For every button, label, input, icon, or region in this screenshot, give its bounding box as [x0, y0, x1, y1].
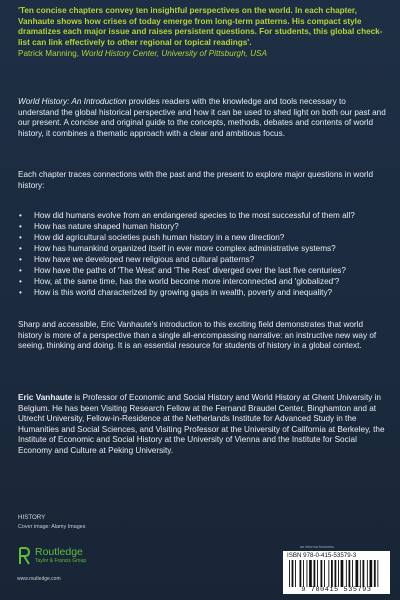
category-label: HISTORY [18, 514, 46, 521]
publisher-name: Routledge [35, 546, 83, 558]
book-title: World History: An Introduction [18, 97, 127, 106]
description-paragraph-2: Each chapter traces connections with the past and the present to explore major questions in world history: [18, 170, 373, 190]
routledge-logo-icon [17, 546, 31, 566]
list-item: • How has humankind organized itself in ever more complex administrative systems? [18, 244, 386, 255]
description-paragraph-1 [18, 97, 386, 139]
endorsement-quote [18, 6, 386, 60]
publisher-url: www.routledge.com [17, 576, 61, 582]
questions-list [18, 211, 386, 299]
quote-attribution [18, 49, 386, 60]
list-item: • How did humans evolve from an endangered species to the most successful of them all? [18, 211, 386, 222]
list-item: • How has nature shaped human history? [18, 222, 386, 233]
cover-credit: Cover image: Alamy Images [18, 524, 86, 530]
author-bio-text: is Professor of Economic and Social History and World History at Ghent University in Belgium. He has been Visiting Research Fellow at the Fernand Braudel Center, Binghamton and at Utrecht University, Fellow-in-Residence at the Netherlands Institute for Advanced Study in the Humanities and Social Sciences, and Visiting Professor at the University of California at Berkeley, the Institute of Economic and Social History at the University of Vienna and the Institute for Social Economy and Culture at Peking University. [18, 393, 385, 455]
description-paragraph-3: Sharp and accessible, Eric Vanhaute's introduction to this exciting field demonstrates that world history is more of a perspective than a single all-encompassing narrative: an instructive new way of seeing, thinking and doing. It is an essential resource for students of history in a global context. [18, 320, 377, 351]
author-bio [18, 393, 386, 457]
author-name: Eric Vanhaute [18, 393, 73, 402]
isbn-barcode-box [283, 551, 390, 594]
informa-label: an informa business [300, 545, 334, 549]
publisher-subtitle: Taylor & Francis Group [35, 558, 87, 564]
barcode-number: 9 780415 535793 [301, 586, 372, 594]
barcode-icon [287, 560, 386, 587]
isbn-label: ISBN 978-0-415-53579-3 [287, 552, 357, 559]
quote-text: 'Ten concise chapters convey ten insightful perspectives on the world. In each chapter, Vanhaute shows how crises of today emerge from long-term patterns. His compact style dramatizes each major issue and raises persistent questions. For students, this global check-list can link effectively to other regional or topical readings'. [18, 6, 383, 47]
list-item: • How have we developed new religious and cultural patterns? [18, 255, 386, 266]
list-item: • How, at the same time, has the world become more interconnected and 'globalized'? [18, 277, 386, 288]
list-item: • How is this world characterized by growing gaps in wealth, poverty and inequality? [18, 288, 386, 299]
list-item: • How did agricultural societies push human history in a new direction? [18, 233, 386, 244]
list-item: • How have the paths of 'The West' and 'The Rest' diverged over the last five centuries? [18, 266, 386, 277]
quote-affiliation: World History Center, University of Pittsburgh, USA [81, 49, 267, 59]
quote-author: Patrick Manning, [18, 49, 79, 59]
publisher-logo [17, 546, 157, 586]
description-p1-text: provides readers with the knowledge and tools necessary to understand the global historical perspective and how it can be used to shed light on both our past and our present. A concise and original guide to the concepts, methods, debates and contents of world history, it combines a thematic approach with a clear and ambitious focus. [18, 97, 386, 138]
